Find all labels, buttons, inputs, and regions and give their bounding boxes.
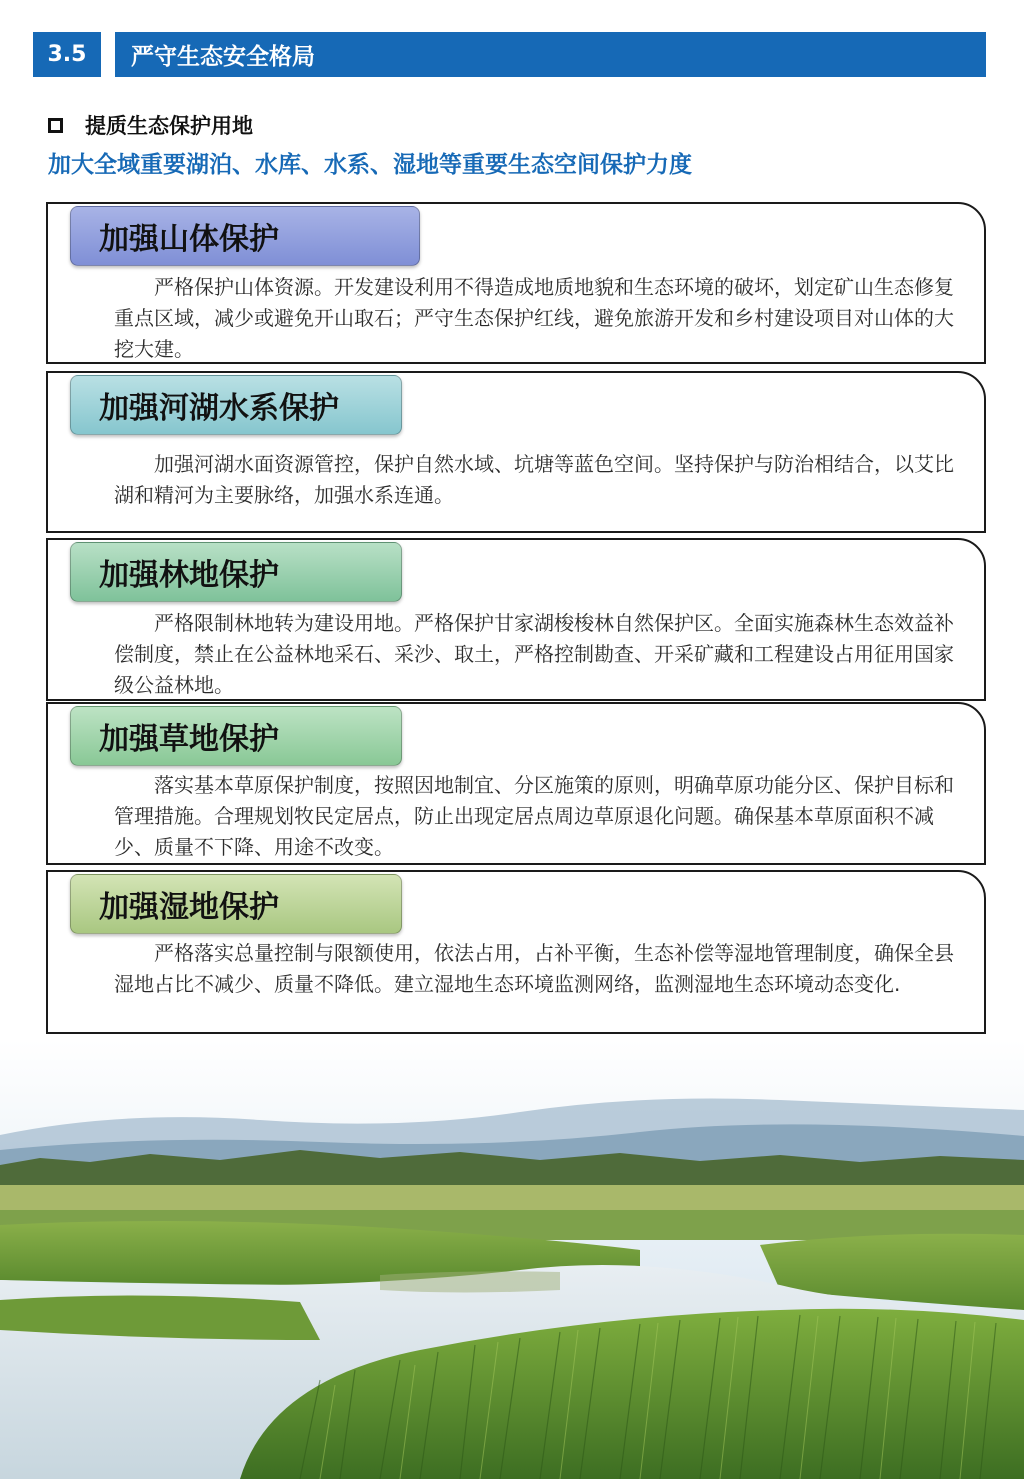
card-text: 严格落实总量控制与限额使用，依法占用，占补平衡，生态补偿等湿地管理制度，确保全县湿地占比不减少、质量不降低。建立湿地生态环境监测网络，监测湿地生态环境动态变化. [114,941,954,996]
section-number: 3.5 [33,32,101,77]
card-mountain [46,202,986,364]
card-title: 加强河湖水系保护 [70,375,402,435]
card-title: 加强林地保护 [70,542,402,602]
subheading-text: 提质生态保护用地 [85,114,253,138]
section-title: 严守生态安全格局 [115,32,986,77]
card-text: 加强河湖水面资源管控，保护自然水域、坑塘等蓝色空间。坚持保护与防治相结合，以艾比湖和精河为主要脉络，加强水系连通。 [114,452,954,507]
card-title: 加强草地保护 [70,706,402,766]
card-text: 严格保护山体资源。开发建设利用不得造成地质地貌和生态环境的破坏，划定矿山生态修复重点区域，减少或避免开山取石；严守生态保护红线，避免旅游开发和乡村建设项目对山体的大挖大建。 [114,275,954,361]
card-grass [46,702,986,865]
section-header [33,32,986,77]
card-text: 严格限制林地转为建设用地。严格保护甘家湖梭梭林自然保护区。全面实施森林生态效益补偿制度，禁止在公益林地采石、采沙、取土，严格控制勘查、开采矿藏和工程建设占用征用国家级公益林地。 [114,611,954,697]
wetland-landscape-photo [0,1040,1024,1479]
card-wetland [46,870,986,1034]
subheading [48,110,253,140]
highlight-heading: 加大全域重要湖泊、水库、水系、湿地等重要生态空间保护力度 [48,152,692,178]
card-water [46,371,986,533]
card-text: 落实基本草原保护制度，按照因地制宜、分区施策的原则，明确草原功能分区、保护目标和管理措施。合理规划牧民定居点，防止出现定居点周边草原退化问题。确保基本草原面积不减少、质量不下降、用途不改变。 [114,773,954,859]
card-title: 加强山体保护 [70,206,420,266]
card-forest [46,538,986,701]
card-title: 加强湿地保护 [70,874,402,934]
checkbox-icon [48,118,63,133]
